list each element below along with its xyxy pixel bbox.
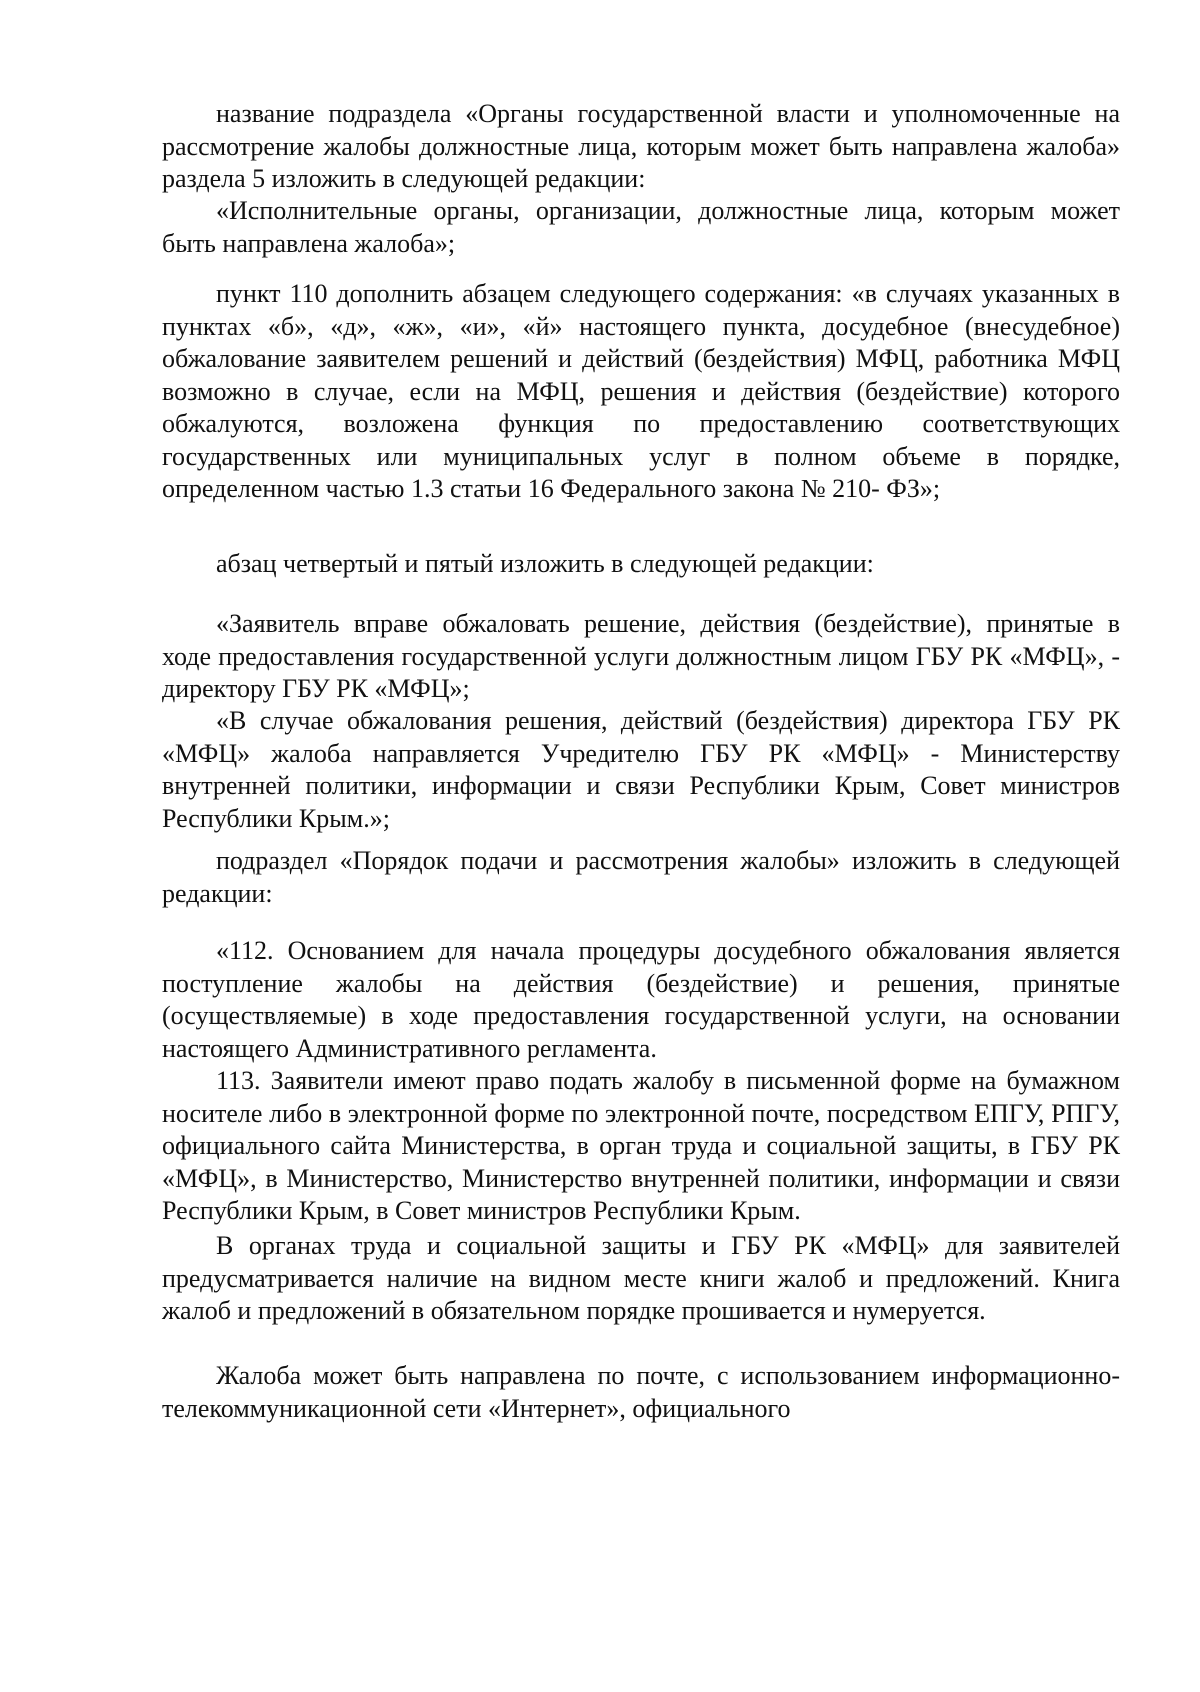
paragraph-item-113: 113. Заявители имеют право подать жалобу в письменной форме на бумажном носителе либо в электронной форме по электронной почте, посредством ЕПГУ, РПГУ, официального сайта Министерства, в орган труда и социальной защиты, в ГБУ РК «МФЦ», в Министерство, Министерство внутренней политики, информации и связи Республики Крым, в Совет министров Республики Крым. xyxy=(162,1066,1120,1225)
paragraph-director-appeal: «В случае обжалования решения, действий (бездействия) директора ГБУ РК «МФЦ» жалоба направляется Учредителю ГБУ РК «МФЦ» - Министерству внутренней политики, информации и связи Республики Крым, Совет министров Республики Крым.»; xyxy=(162,706,1120,833)
paragraph-subsection-procedure: подраздел «Порядок подачи и рассмотрения жалобы» изложить в следующей редакции: xyxy=(162,846,1120,908)
paragraph-subsection-title-change: название подраздела «Органы государственной власти и уполномоченные на рассмотрение жалобы должностные лица, которым может быть направлена жалоба» раздела 5 изложить в следующей редакции: xyxy=(162,99,1120,193)
paragraph-item-112: «112. Основанием для начала процедуры досудебного обжалования является поступление жалобы на действия (бездействие) и решения, принятые (осуществляемые) в ходе предоставления государственной услуги, на основании настоящего Административного регламента. xyxy=(162,936,1120,1063)
paragraph-item-110: пункт 110 дополнить абзацем следующего содержания: «в случаях указанных в пунктах «б», «д», «ж», «и», «й» настоящего пункта, досудебное (внесудебное) обжалование заявителем решений и действий (бездействия) МФЦ, работника МФЦ возможно в случае, если на МФЦ, решения и действия (бездействие) которого обжалуются, возложена функция по предоставлению соответствующих государственных или муниципальных услуг в полном объеме в порядке, определенном частью 1.3 статьи 16 Федерального закона № 210- ФЗ»; xyxy=(162,279,1120,503)
paragraph-applicant-right: «Заявитель вправе обжаловать решение, действия (бездействие), принятые в ходе предоставления государственной услуги должностным лицом ГБУ РК «МФЦ», - директору ГБУ РК «МФЦ»; xyxy=(162,609,1120,703)
paragraph-complaint-channels: Жалоба может быть направлена по почте, с использованием информационно-телекоммуникационной сети «Интернет», официального xyxy=(162,1361,1120,1423)
paragraph-new-subsection-title: «Исполнительные органы, организации, должностные лица, которым может быть направлена жалоба»; xyxy=(162,196,1120,258)
paragraph-abzac-4-5: абзац четвертый и пятый изложить в следующей редакции: xyxy=(216,549,874,578)
paragraph-complaint-book: В органах труда и социальной защиты и ГБУ РК «МФЦ» для заявителей предусматривается наличие на видном месте книги жалоб и предложений. Книга жалоб и предложений в обязательном порядке прошивается и нумеруется. xyxy=(162,1231,1120,1325)
